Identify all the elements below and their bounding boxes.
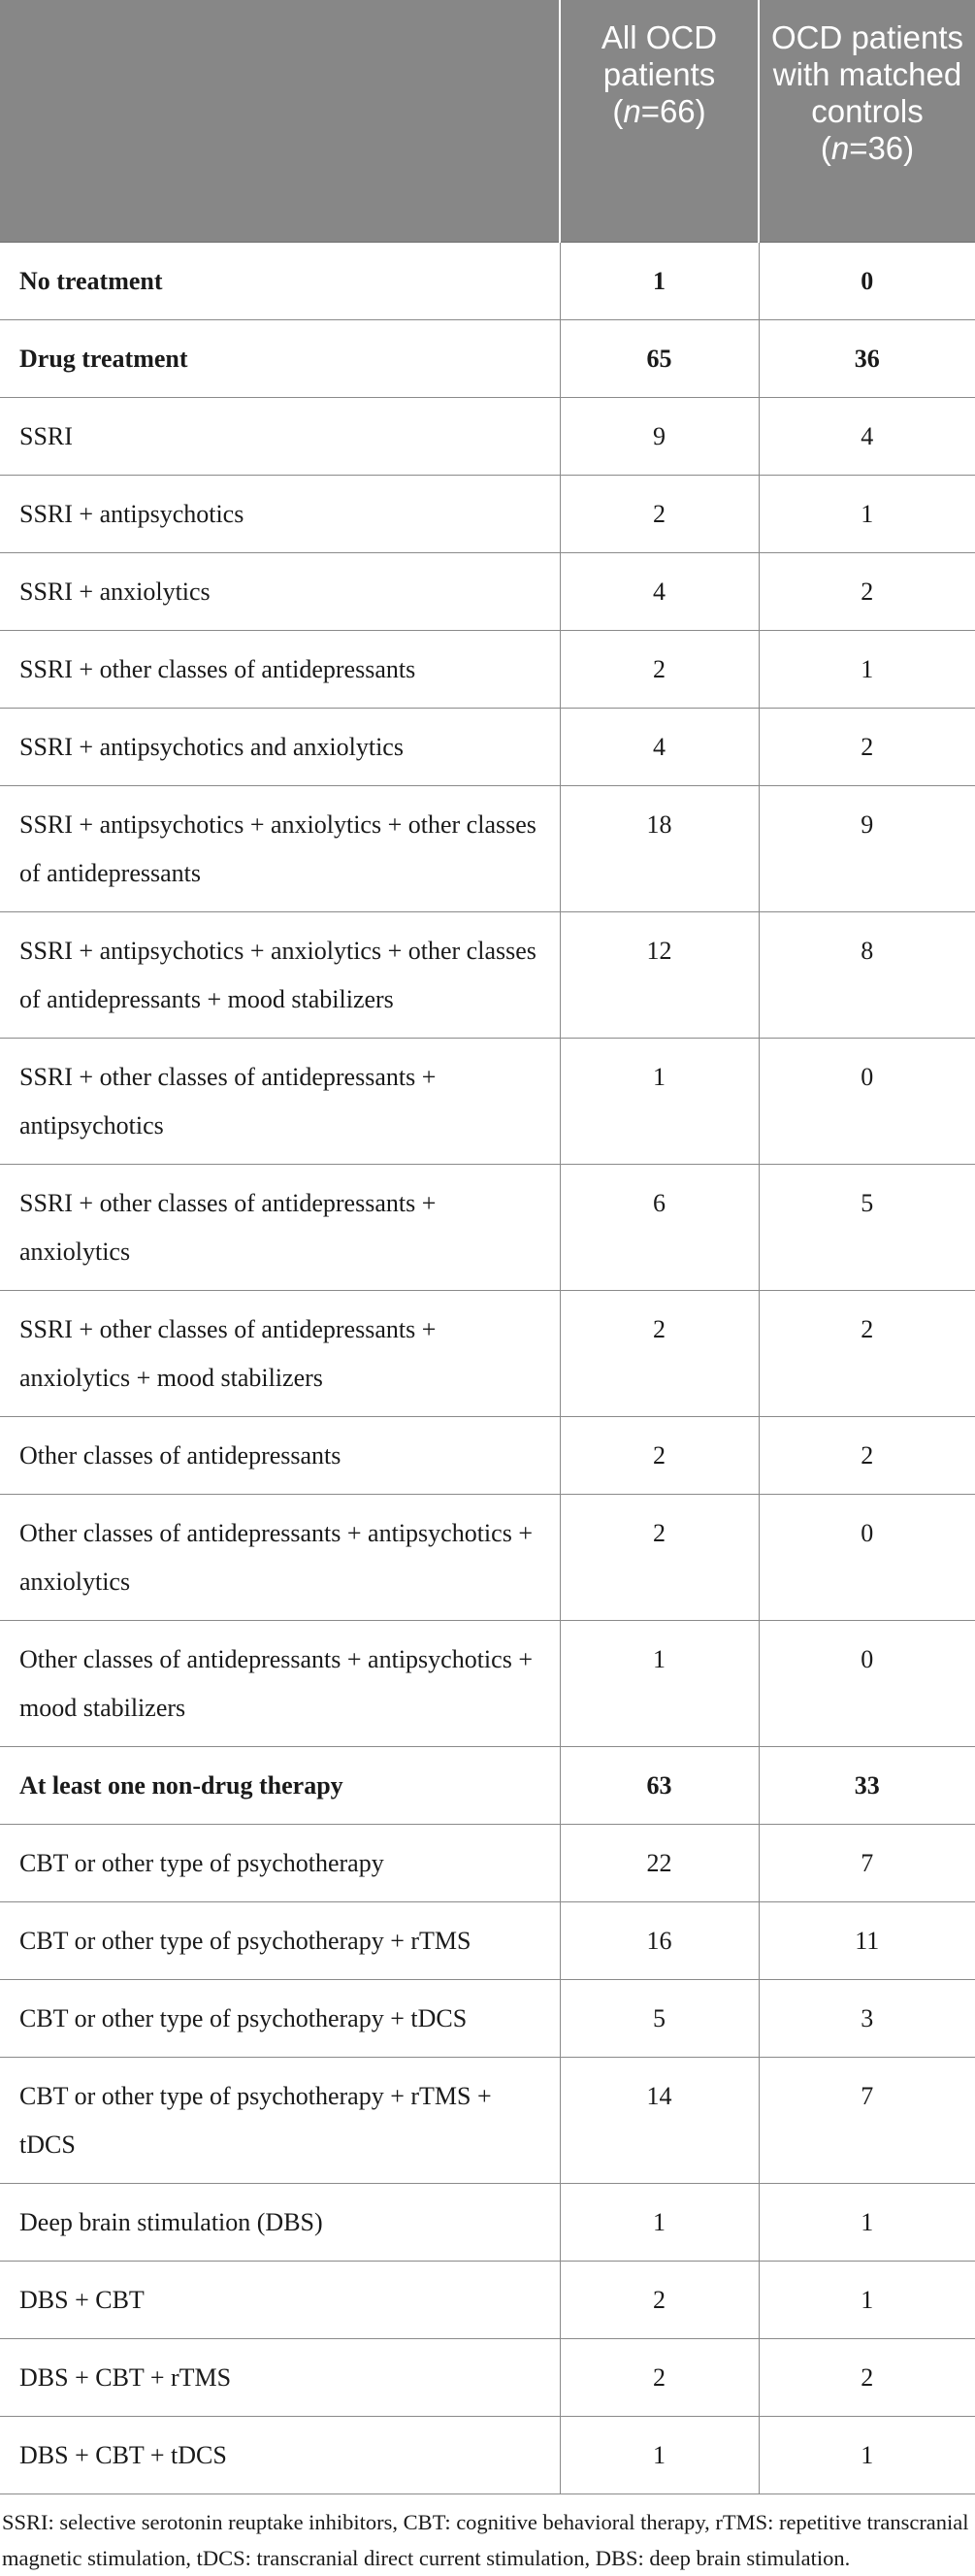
matched-patients-count-cell: 0 bbox=[759, 1038, 975, 1164]
all-patients-count-cell: 65 bbox=[560, 319, 759, 397]
header-matched-n: n bbox=[830, 130, 850, 166]
all-patients-count-cell: 18 bbox=[560, 785, 759, 911]
table-row bbox=[0, 911, 975, 1038]
table-row bbox=[0, 319, 975, 397]
all-patients-count-cell: 6 bbox=[560, 1164, 759, 1290]
row-label-cell: DBS + CBT + rTMS bbox=[0, 2338, 560, 2416]
row-label-cell: SSRI + antipsychotics + anxiolytics + other classes of antidepressants bbox=[0, 785, 560, 911]
all-patients-count-cell: 63 bbox=[560, 1746, 759, 1824]
header-row bbox=[0, 0, 975, 242]
header-cell-all-ocd-patients bbox=[560, 0, 759, 242]
all-patients-count-cell: 2 bbox=[560, 630, 759, 708]
matched-patients-count-cell: 4 bbox=[759, 397, 975, 475]
table-row bbox=[0, 1038, 975, 1164]
matched-patients-count-cell: 0 bbox=[759, 1620, 975, 1746]
table-row bbox=[0, 1824, 975, 1901]
table-row bbox=[0, 1979, 975, 2057]
matched-patients-count-cell: 1 bbox=[759, 2261, 975, 2338]
row-label-cell: SSRI + antipsychotics bbox=[0, 475, 560, 552]
all-patients-count-cell: 4 bbox=[560, 708, 759, 785]
row-label-cell: At least one non-drug therapy bbox=[0, 1746, 560, 1824]
all-patients-count-cell: 9 bbox=[560, 397, 759, 475]
table-row bbox=[0, 2183, 975, 2261]
all-patients-count-cell: 1 bbox=[560, 1620, 759, 1746]
matched-patients-count-cell: 2 bbox=[759, 708, 975, 785]
table-row bbox=[0, 630, 975, 708]
row-label-cell: SSRI + other classes of antidepressants + anxiolytics + mood stabilizers bbox=[0, 1290, 560, 1416]
matched-patients-count-cell: 33 bbox=[759, 1746, 975, 1824]
row-label-cell: SSRI + antipsychotics and anxiolytics bbox=[0, 708, 560, 785]
table-row bbox=[0, 785, 975, 911]
all-patients-count-cell: 5 bbox=[560, 1979, 759, 2057]
row-label-cell: DBS + CBT + tDCS bbox=[0, 2416, 560, 2493]
matched-patients-count-cell: 9 bbox=[759, 785, 975, 911]
table-row bbox=[0, 1494, 975, 1620]
table-row bbox=[0, 475, 975, 552]
matched-patients-count-cell: 0 bbox=[759, 242, 975, 319]
header-all-n: n bbox=[623, 93, 641, 129]
matched-patients-count-cell: 1 bbox=[759, 2183, 975, 2261]
row-label-cell: SSRI + anxiolytics bbox=[0, 552, 560, 630]
matched-patients-count-cell: 8 bbox=[759, 911, 975, 1038]
row-label-cell: CBT or other type of psychotherapy + tDCS bbox=[0, 1979, 560, 2057]
row-label-cell: CBT or other type of psychotherapy + rTMS + tDCS bbox=[0, 2057, 560, 2183]
table-row bbox=[0, 2416, 975, 2493]
table-row bbox=[0, 397, 975, 475]
table-row bbox=[0, 1164, 975, 1290]
all-patients-count-cell: 1 bbox=[560, 2183, 759, 2261]
row-label-cell: Drug treatment bbox=[0, 319, 560, 397]
table-body bbox=[0, 242, 975, 2493]
all-patients-count-cell: 2 bbox=[560, 1290, 759, 1416]
matched-patients-count-cell: 2 bbox=[759, 1416, 975, 1494]
row-label-cell: SSRI bbox=[0, 397, 560, 475]
all-patients-count-cell: 2 bbox=[560, 475, 759, 552]
row-label-cell: Deep brain stimulation (DBS) bbox=[0, 2183, 560, 2261]
all-patients-count-cell: 2 bbox=[560, 2261, 759, 2338]
matched-patients-count-cell: 2 bbox=[759, 2338, 975, 2416]
all-patients-count-cell: 4 bbox=[560, 552, 759, 630]
row-label-cell: Other classes of antidepressants + antipsychotics + mood stabilizers bbox=[0, 1620, 560, 1746]
table-row bbox=[0, 1901, 975, 1979]
table-row bbox=[0, 708, 975, 785]
all-patients-count-cell: 2 bbox=[560, 2338, 759, 2416]
all-patients-count-cell: 2 bbox=[560, 1494, 759, 1620]
matched-patients-count-cell: 1 bbox=[759, 630, 975, 708]
header-cell-label bbox=[0, 0, 560, 242]
table-row bbox=[0, 1746, 975, 1824]
all-patients-count-cell: 1 bbox=[560, 2416, 759, 2493]
table-footnote: SSRI: selective serotonin reuptake inhibitors, CBT: cognitive behavioral therapy, rTMS: repetitive transcranial magnetic stimulation, tDCS: transcranial direct current stimulation, DBS: deep brain stimulation. bbox=[2, 2509, 969, 2570]
row-label-cell: Other classes of antidepressants bbox=[0, 1416, 560, 1494]
matched-patients-count-cell: 1 bbox=[759, 2416, 975, 2493]
all-patients-count-cell: 12 bbox=[560, 911, 759, 1038]
matched-patients-count-cell: 0 bbox=[759, 1494, 975, 1620]
row-label-cell: No treatment bbox=[0, 242, 560, 319]
matched-patients-count-cell: 36 bbox=[759, 319, 975, 397]
matched-patients-count-cell: 11 bbox=[759, 1901, 975, 1979]
table-row bbox=[0, 1416, 975, 1494]
row-label-cell: SSRI + other classes of antidepressants + antipsychotics bbox=[0, 1038, 560, 1164]
all-patients-count-cell: 14 bbox=[560, 2057, 759, 2183]
row-label-cell: SSRI + antipsychotics + anxiolytics + other classes of antidepressants + mood stabilizers bbox=[0, 911, 560, 1038]
matched-patients-count-cell: 5 bbox=[759, 1164, 975, 1290]
matched-patients-count-cell: 1 bbox=[759, 475, 975, 552]
header-matched-count: =36) bbox=[849, 130, 915, 166]
all-patients-count-cell: 16 bbox=[560, 1901, 759, 1979]
table-row bbox=[0, 1620, 975, 1746]
row-label-cell: SSRI + other classes of antidepressants + anxiolytics bbox=[0, 1164, 560, 1290]
all-patients-count-cell: 1 bbox=[560, 242, 759, 319]
table-row bbox=[0, 2057, 975, 2183]
matched-patients-count-cell: 7 bbox=[759, 1824, 975, 1901]
matched-patients-count-cell: 2 bbox=[759, 1290, 975, 1416]
row-label-cell: CBT or other type of psychotherapy + rTMS bbox=[0, 1901, 560, 1979]
header-all-count: =66) bbox=[640, 93, 706, 129]
all-patients-count-cell: 2 bbox=[560, 1416, 759, 1494]
header-cell-matched-controls bbox=[759, 0, 975, 242]
table-row bbox=[0, 2338, 975, 2416]
table-row bbox=[0, 1290, 975, 1416]
table-header bbox=[0, 0, 975, 242]
matched-patients-count-cell: 3 bbox=[759, 1979, 975, 2057]
all-patients-count-cell: 22 bbox=[560, 1824, 759, 1901]
header-all-text: All OCD patients ( bbox=[601, 19, 718, 129]
table-row bbox=[0, 2261, 975, 2338]
table-row bbox=[0, 242, 975, 319]
row-label-cell: Other classes of antidepressants + antipsychotics + anxiolytics bbox=[0, 1494, 560, 1620]
table-row bbox=[0, 552, 975, 630]
all-patients-count-cell: 1 bbox=[560, 1038, 759, 1164]
matched-patients-count-cell: 7 bbox=[759, 2057, 975, 2183]
matched-patients-count-cell: 2 bbox=[759, 552, 975, 630]
header-matched-text: OCD patients with matched controls ( bbox=[770, 19, 964, 166]
row-label-cell: SSRI + other classes of antidepressants bbox=[0, 630, 560, 708]
row-label-cell: DBS + CBT bbox=[0, 2261, 560, 2338]
row-label-cell: CBT or other type of psychotherapy bbox=[0, 1824, 560, 1901]
